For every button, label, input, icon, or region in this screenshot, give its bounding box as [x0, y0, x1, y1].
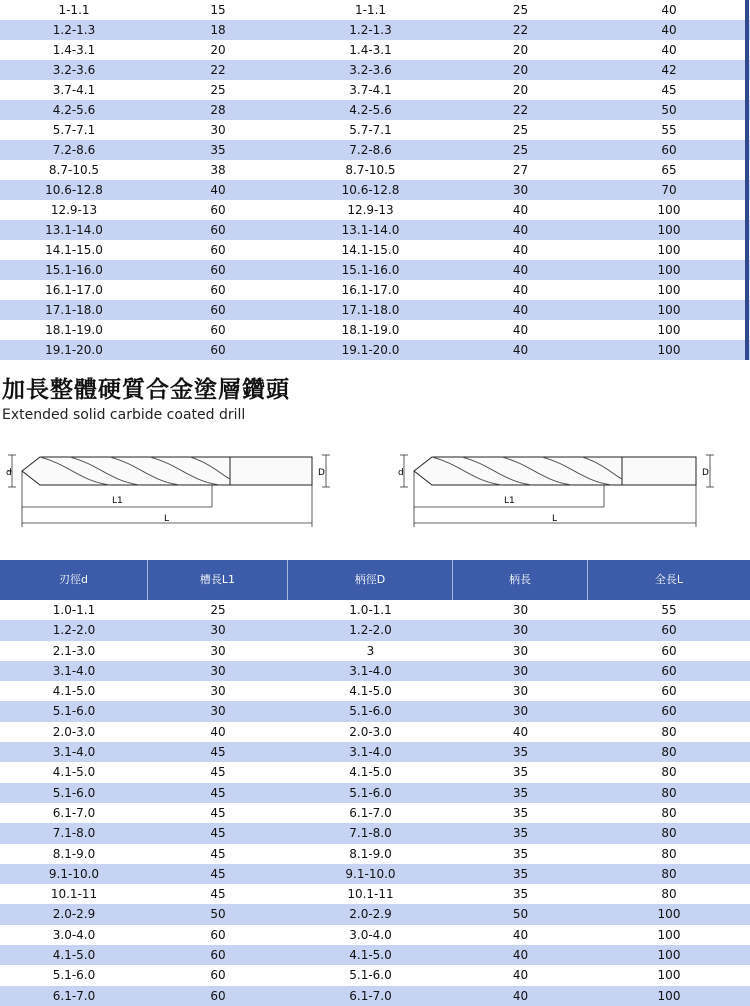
table-row: [0, 220, 750, 240]
cell-shank-diameter: 4.1-5.0: [349, 765, 392, 780]
cell-overall-length: 100: [657, 907, 681, 922]
table-row: [0, 340, 750, 360]
table-row: [0, 620, 750, 640]
cell-cutting-diameter: 4.2-5.6: [52, 103, 96, 117]
cell-shank-length: 40: [512, 243, 529, 257]
cell-flute-length: 30: [210, 643, 226, 658]
cell-cutting-diameter: 8.1-9.0: [52, 846, 96, 861]
cell-shank-length: 40: [512, 724, 529, 739]
table-row: [0, 240, 750, 260]
cell-shank-diameter: 3.7-4.1: [349, 83, 392, 97]
cell-flute-length: 30: [210, 623, 226, 638]
table-row: [0, 600, 750, 620]
cell-shank-diameter: 5.1-6.0: [349, 968, 392, 983]
cell-shank-length: 40: [512, 948, 529, 963]
cell-flute-length: 60: [210, 243, 226, 257]
cell-cutting-diameter: 7.2-8.6: [52, 143, 96, 157]
cell-shank-diameter: 5.1-6.0: [349, 785, 392, 800]
cell-shank-diameter: 4.1-5.0: [349, 948, 392, 963]
table-row: [0, 120, 750, 140]
drill-diagram-right: [392, 435, 722, 535]
cell-shank-length: 30: [512, 663, 529, 678]
cell-shank-length: 50: [512, 907, 529, 922]
cell-cutting-diameter: 12.9-13: [50, 203, 98, 217]
cell-cutting-diameter: 3.1-4.0: [52, 663, 96, 678]
cell-overall-length: 80: [661, 846, 677, 861]
cell-cutting-diameter: 1.2-1.3: [52, 23, 96, 37]
cell-flute-length: 45: [210, 805, 226, 820]
header-shank-diameter: 柄徑D: [288, 560, 453, 600]
cell-overall-length: 40: [661, 3, 677, 17]
cell-shank-length: 40: [512, 263, 529, 277]
cell-flute-length: 45: [210, 866, 226, 881]
cell-flute-length: 28: [210, 103, 226, 117]
cell-overall-length: 80: [661, 866, 677, 881]
cell-flute-length: 50: [210, 907, 226, 922]
cell-cutting-diameter: 1.2-2.0: [52, 623, 96, 638]
table-row: [0, 844, 750, 864]
cell-shank-diameter: 2.0-2.9: [349, 907, 392, 922]
cell-cutting-diameter: 6.1-7.0: [52, 805, 96, 820]
cell-cutting-diameter: 2.0-2.9: [52, 907, 96, 922]
cell-cutting-diameter: 4.1-5.0: [52, 765, 96, 780]
table-row: [0, 864, 750, 884]
cell-shank-diameter: 3.1-4.0: [349, 663, 392, 678]
table-row: [0, 80, 750, 100]
cell-shank-diameter: 4.2-5.6: [349, 103, 392, 117]
cell-overall-length: 100: [657, 303, 681, 317]
cell-flute-length: 40: [210, 724, 226, 739]
bottom-spec-table: [0, 600, 750, 1006]
cell-overall-length: 100: [657, 263, 681, 277]
cell-shank-length: 40: [512, 968, 529, 983]
cell-overall-length: 60: [661, 143, 677, 157]
table-row: [0, 160, 750, 180]
flute-length-label: L1: [112, 496, 123, 506]
diameter-d-label: d: [398, 468, 404, 478]
cell-cutting-diameter: 17.1-18.0: [45, 303, 103, 317]
table-row: [0, 722, 750, 742]
cell-cutting-diameter: 3.7-4.1: [52, 83, 96, 97]
cell-shank-length: 35: [512, 765, 529, 780]
cell-cutting-diameter: 1.4-3.1: [52, 43, 96, 57]
overall-length-label: L: [164, 514, 170, 524]
cell-shank-length: 35: [512, 826, 529, 841]
cell-shank-diameter: 1.2-1.3: [349, 23, 392, 37]
cell-shank-diameter: 4.1-5.0: [349, 684, 392, 699]
cell-cutting-diameter: 10.1-11: [50, 887, 98, 902]
cell-overall-length: 100: [657, 948, 681, 963]
overall-length-label: L: [552, 514, 558, 524]
cell-overall-length: 100: [657, 223, 681, 237]
cell-shank-diameter: 7.1-8.0: [349, 826, 392, 841]
cell-shank-diameter: 12.9-13: [347, 203, 394, 217]
cell-cutting-diameter: 2.0-3.0: [52, 724, 96, 739]
cell-flute-length: 20: [210, 43, 226, 57]
cell-overall-length: 80: [661, 724, 677, 739]
cell-cutting-diameter: 6.1-7.0: [52, 988, 96, 1003]
top-spec-table: [0, 0, 750, 360]
table-row: [0, 300, 750, 320]
cell-shank-length: 40: [512, 927, 529, 942]
cell-overall-length: 70: [661, 183, 677, 197]
table-row: [0, 925, 750, 945]
cell-shank-diameter: 1.0-1.1: [349, 603, 392, 617]
cell-shank-diameter: 9.1-10.0: [345, 866, 396, 881]
cell-flute-length: 45: [210, 785, 226, 800]
cell-flute-length: 30: [210, 684, 226, 699]
table-row: [0, 701, 750, 721]
cell-flute-length: 60: [210, 323, 226, 337]
header-flute-length: 槽長L1: [148, 560, 288, 600]
table-row: [0, 140, 750, 160]
section-title-chinese: 加長整體硬質合金塗層鑽頭: [2, 377, 290, 403]
cell-flute-length: 45: [210, 745, 226, 760]
cell-overall-length: 42: [661, 63, 677, 77]
cell-overall-length: 80: [661, 805, 677, 820]
cell-cutting-diameter: 5.1-6.0: [52, 785, 96, 800]
cell-shank-length: 25: [512, 3, 529, 17]
cell-flute-length: 30: [210, 663, 226, 678]
table-row: [0, 100, 750, 120]
cell-shank-diameter: 19.1-20.0: [341, 343, 400, 357]
cell-flute-length: 15: [210, 3, 226, 17]
cell-overall-length: 100: [657, 343, 681, 357]
diameter-d-label: d: [6, 468, 12, 478]
cell-cutting-diameter: 4.1-5.0: [52, 684, 96, 699]
table-row: [0, 60, 750, 80]
cell-overall-length: 100: [657, 968, 681, 983]
cell-overall-length: 80: [661, 765, 677, 780]
shank-diameter-label: D: [318, 468, 325, 478]
cell-cutting-diameter: 19.1-20.0: [45, 343, 103, 357]
table-row: [0, 884, 750, 904]
cell-shank-length: 40: [512, 223, 529, 237]
cell-cutting-diameter: 5.1-6.0: [52, 968, 96, 983]
table-row: [0, 986, 750, 1006]
cell-shank-diameter: 6.1-7.0: [349, 805, 392, 820]
cell-flute-length: 60: [210, 223, 226, 237]
cell-cutting-diameter: 1-1.1: [58, 3, 90, 17]
shank-diameter-label: D: [702, 468, 709, 478]
cell-overall-length: 100: [657, 988, 681, 1003]
cell-shank-diameter: 3.2-3.6: [349, 63, 392, 77]
spec-table-header: [0, 560, 750, 600]
cell-shank-length: 27: [512, 163, 529, 177]
table-row: [0, 641, 750, 661]
cell-shank-length: 30: [512, 603, 529, 617]
cell-shank-diameter: 7.2-8.6: [349, 143, 392, 157]
cell-shank-length: 30: [512, 183, 529, 197]
cell-flute-length: 22: [210, 63, 226, 77]
cell-shank-length: 35: [512, 745, 529, 760]
cell-shank-diameter: 10.1-11: [347, 887, 394, 902]
cell-overall-length: 100: [657, 283, 681, 297]
cell-shank-diameter: 14.1-15.0: [341, 243, 400, 257]
table-row: [0, 823, 750, 843]
table-row: [0, 40, 750, 60]
cell-overall-length: 80: [661, 887, 677, 902]
table-row: [0, 742, 750, 762]
cell-flute-length: 18: [210, 23, 226, 37]
cell-shank-length: 20: [512, 43, 529, 57]
cell-cutting-diameter: 18.1-19.0: [45, 323, 103, 337]
table-row: [0, 904, 750, 924]
cell-cutting-diameter: 3.1-4.0: [52, 745, 96, 760]
section-title-english: Extended solid carbide coated drill: [2, 407, 246, 423]
table-row: [0, 803, 750, 823]
cell-shank-diameter: 2.0-3.0: [349, 724, 392, 739]
table-row: [0, 965, 750, 985]
cell-shank-length: 35: [512, 785, 529, 800]
cell-cutting-diameter: 14.1-15.0: [45, 243, 103, 257]
table-row: [0, 260, 750, 280]
cell-flute-length: 60: [210, 988, 226, 1003]
cell-cutting-diameter: 1.0-1.1: [52, 603, 96, 617]
cell-cutting-diameter: 16.1-17.0: [45, 283, 103, 297]
cell-shank-length: 30: [512, 623, 529, 638]
cell-shank-length: 40: [512, 343, 529, 357]
cell-shank-length: 30: [512, 704, 529, 719]
cell-shank-diameter: 1.2-2.0: [349, 623, 392, 638]
cell-overall-length: 40: [661, 43, 677, 57]
cell-overall-length: 100: [657, 323, 681, 337]
cell-cutting-diameter: 3.0-4.0: [52, 927, 96, 942]
cell-shank-diameter: 16.1-17.0: [341, 283, 400, 297]
cell-overall-length: 45: [661, 83, 677, 97]
cell-flute-length: 60: [210, 968, 226, 983]
cell-shank-diameter: 5.7-7.1: [349, 123, 392, 137]
flute-length-label: L1: [504, 496, 515, 506]
cell-shank-diameter: 3.0-4.0: [349, 927, 392, 942]
cell-shank-length: 35: [512, 887, 529, 902]
cell-cutting-diameter: 9.1-10.0: [48, 866, 100, 881]
cell-flute-length: 60: [210, 283, 226, 297]
header-overall-length: 全長L: [654, 573, 684, 586]
cell-flute-length: 40: [210, 183, 226, 197]
cell-overall-length: 60: [661, 663, 677, 678]
cell-cutting-diameter: 13.1-14.0: [45, 223, 103, 237]
cell-flute-length: 60: [210, 948, 226, 963]
header-shank-length: 柄長: [453, 560, 588, 600]
cell-shank-length: 40: [512, 988, 529, 1003]
cell-shank-diameter: 1.4-3.1: [349, 43, 392, 57]
cell-shank-length: 30: [512, 643, 529, 658]
cell-shank-length: 35: [512, 805, 529, 820]
cell-shank-length: 20: [512, 63, 529, 77]
cell-overall-length: 100: [657, 927, 681, 942]
cell-cutting-diameter: 4.1-5.0: [52, 948, 96, 963]
cell-shank-diameter: 3.1-4.0: [349, 745, 392, 760]
table-row: [0, 945, 750, 965]
cell-overall-length: 60: [661, 623, 677, 638]
cell-flute-length: 25: [210, 83, 226, 97]
cell-shank-length: 20: [512, 83, 529, 97]
cell-cutting-diameter: 15.1-16.0: [45, 263, 103, 277]
cell-shank-diameter: 17.1-18.0: [341, 303, 400, 317]
table-row: [0, 0, 750, 20]
table-row: [0, 20, 750, 40]
cell-shank-length: 40: [512, 203, 529, 217]
cell-flute-length: 45: [210, 765, 226, 780]
cell-overall-length: 40: [661, 23, 677, 37]
cell-shank-length: 22: [512, 103, 529, 117]
cell-shank-diameter: 18.1-19.0: [341, 323, 400, 337]
cell-shank-diameter: 8.7-10.5: [345, 163, 396, 177]
cell-flute-length: 30: [210, 704, 226, 719]
cell-flute-length: 60: [210, 263, 226, 277]
cell-flute-length: 38: [210, 163, 226, 177]
cell-overall-length: 60: [661, 704, 677, 719]
drill-body: [22, 457, 312, 485]
cell-shank-diameter: 1-1.1: [354, 3, 387, 17]
cell-cutting-diameter: 10.6-12.8: [45, 183, 103, 197]
cell-overall-length: 100: [657, 203, 681, 217]
cell-overall-length: 80: [661, 826, 677, 841]
cell-shank-diameter: 15.1-16.0: [341, 263, 400, 277]
cell-overall-length: 80: [661, 745, 677, 760]
cell-flute-length: 60: [210, 203, 226, 217]
cell-shank-diameter: 8.1-9.0: [349, 846, 392, 861]
cell-shank-length: 25: [512, 143, 529, 157]
cell-flute-length: 60: [210, 343, 226, 357]
cell-flute-length: 60: [210, 303, 226, 317]
table-row: [0, 320, 750, 340]
table-row: [0, 681, 750, 701]
cell-shank-length: 40: [512, 323, 529, 337]
cell-flute-length: 30: [210, 123, 226, 137]
cell-cutting-diameter: 8.7-10.5: [48, 163, 100, 177]
side-accent-bar: [745, 0, 749, 360]
cell-flute-length: 35: [210, 143, 226, 157]
cell-overall-length: 80: [661, 785, 677, 800]
cell-cutting-diameter: 2.1-3.0: [52, 643, 96, 658]
cell-shank-diameter: 13.1-14.0: [341, 223, 400, 237]
cell-flute-length: 45: [210, 826, 226, 841]
cell-shank-length: 40: [512, 283, 529, 297]
cell-shank-length: 35: [512, 846, 529, 861]
cell-overall-length: 55: [661, 123, 677, 137]
cell-shank-length: 22: [512, 23, 529, 37]
cell-shank-length: 35: [512, 866, 529, 881]
cell-cutting-diameter: 3.2-3.6: [52, 63, 96, 77]
cell-cutting-diameter: 7.1-8.0: [52, 826, 96, 841]
cell-flute-length: 60: [210, 927, 226, 942]
cell-shank-diameter: 5.1-6.0: [349, 704, 392, 719]
table-row: [0, 200, 750, 220]
cell-flute-length: 45: [210, 887, 226, 902]
table-row: [0, 280, 750, 300]
cell-overall-length: 100: [657, 243, 681, 257]
cell-flute-length: 25: [210, 603, 226, 617]
cell-shank-length: 30: [512, 684, 529, 699]
cell-overall-length: 60: [661, 684, 677, 699]
table-row: [0, 783, 750, 803]
cell-cutting-diameter: 5.1-6.0: [52, 704, 96, 719]
cell-overall-length: 60: [661, 643, 677, 658]
cell-shank-length: 40: [512, 303, 529, 317]
table-row: [0, 180, 750, 200]
cell-flute-length: 45: [210, 846, 226, 861]
cell-overall-length: 50: [661, 103, 677, 117]
cell-overall-length: 65: [661, 163, 677, 177]
cell-shank-diameter: 6.1-7.0: [349, 988, 392, 1003]
cell-shank-diameter: 3: [366, 643, 375, 658]
cell-shank-length: 25: [512, 123, 529, 137]
cell-cutting-diameter: 5.7-7.1: [52, 123, 96, 137]
table-row: [0, 762, 750, 782]
table-row: [0, 661, 750, 681]
cell-shank-diameter: 10.6-12.8: [341, 183, 400, 197]
drill-diagram-left: [0, 435, 330, 535]
cell-overall-length: 55: [661, 603, 677, 617]
header-cutting-diameter: 刃徑d: [0, 560, 148, 600]
